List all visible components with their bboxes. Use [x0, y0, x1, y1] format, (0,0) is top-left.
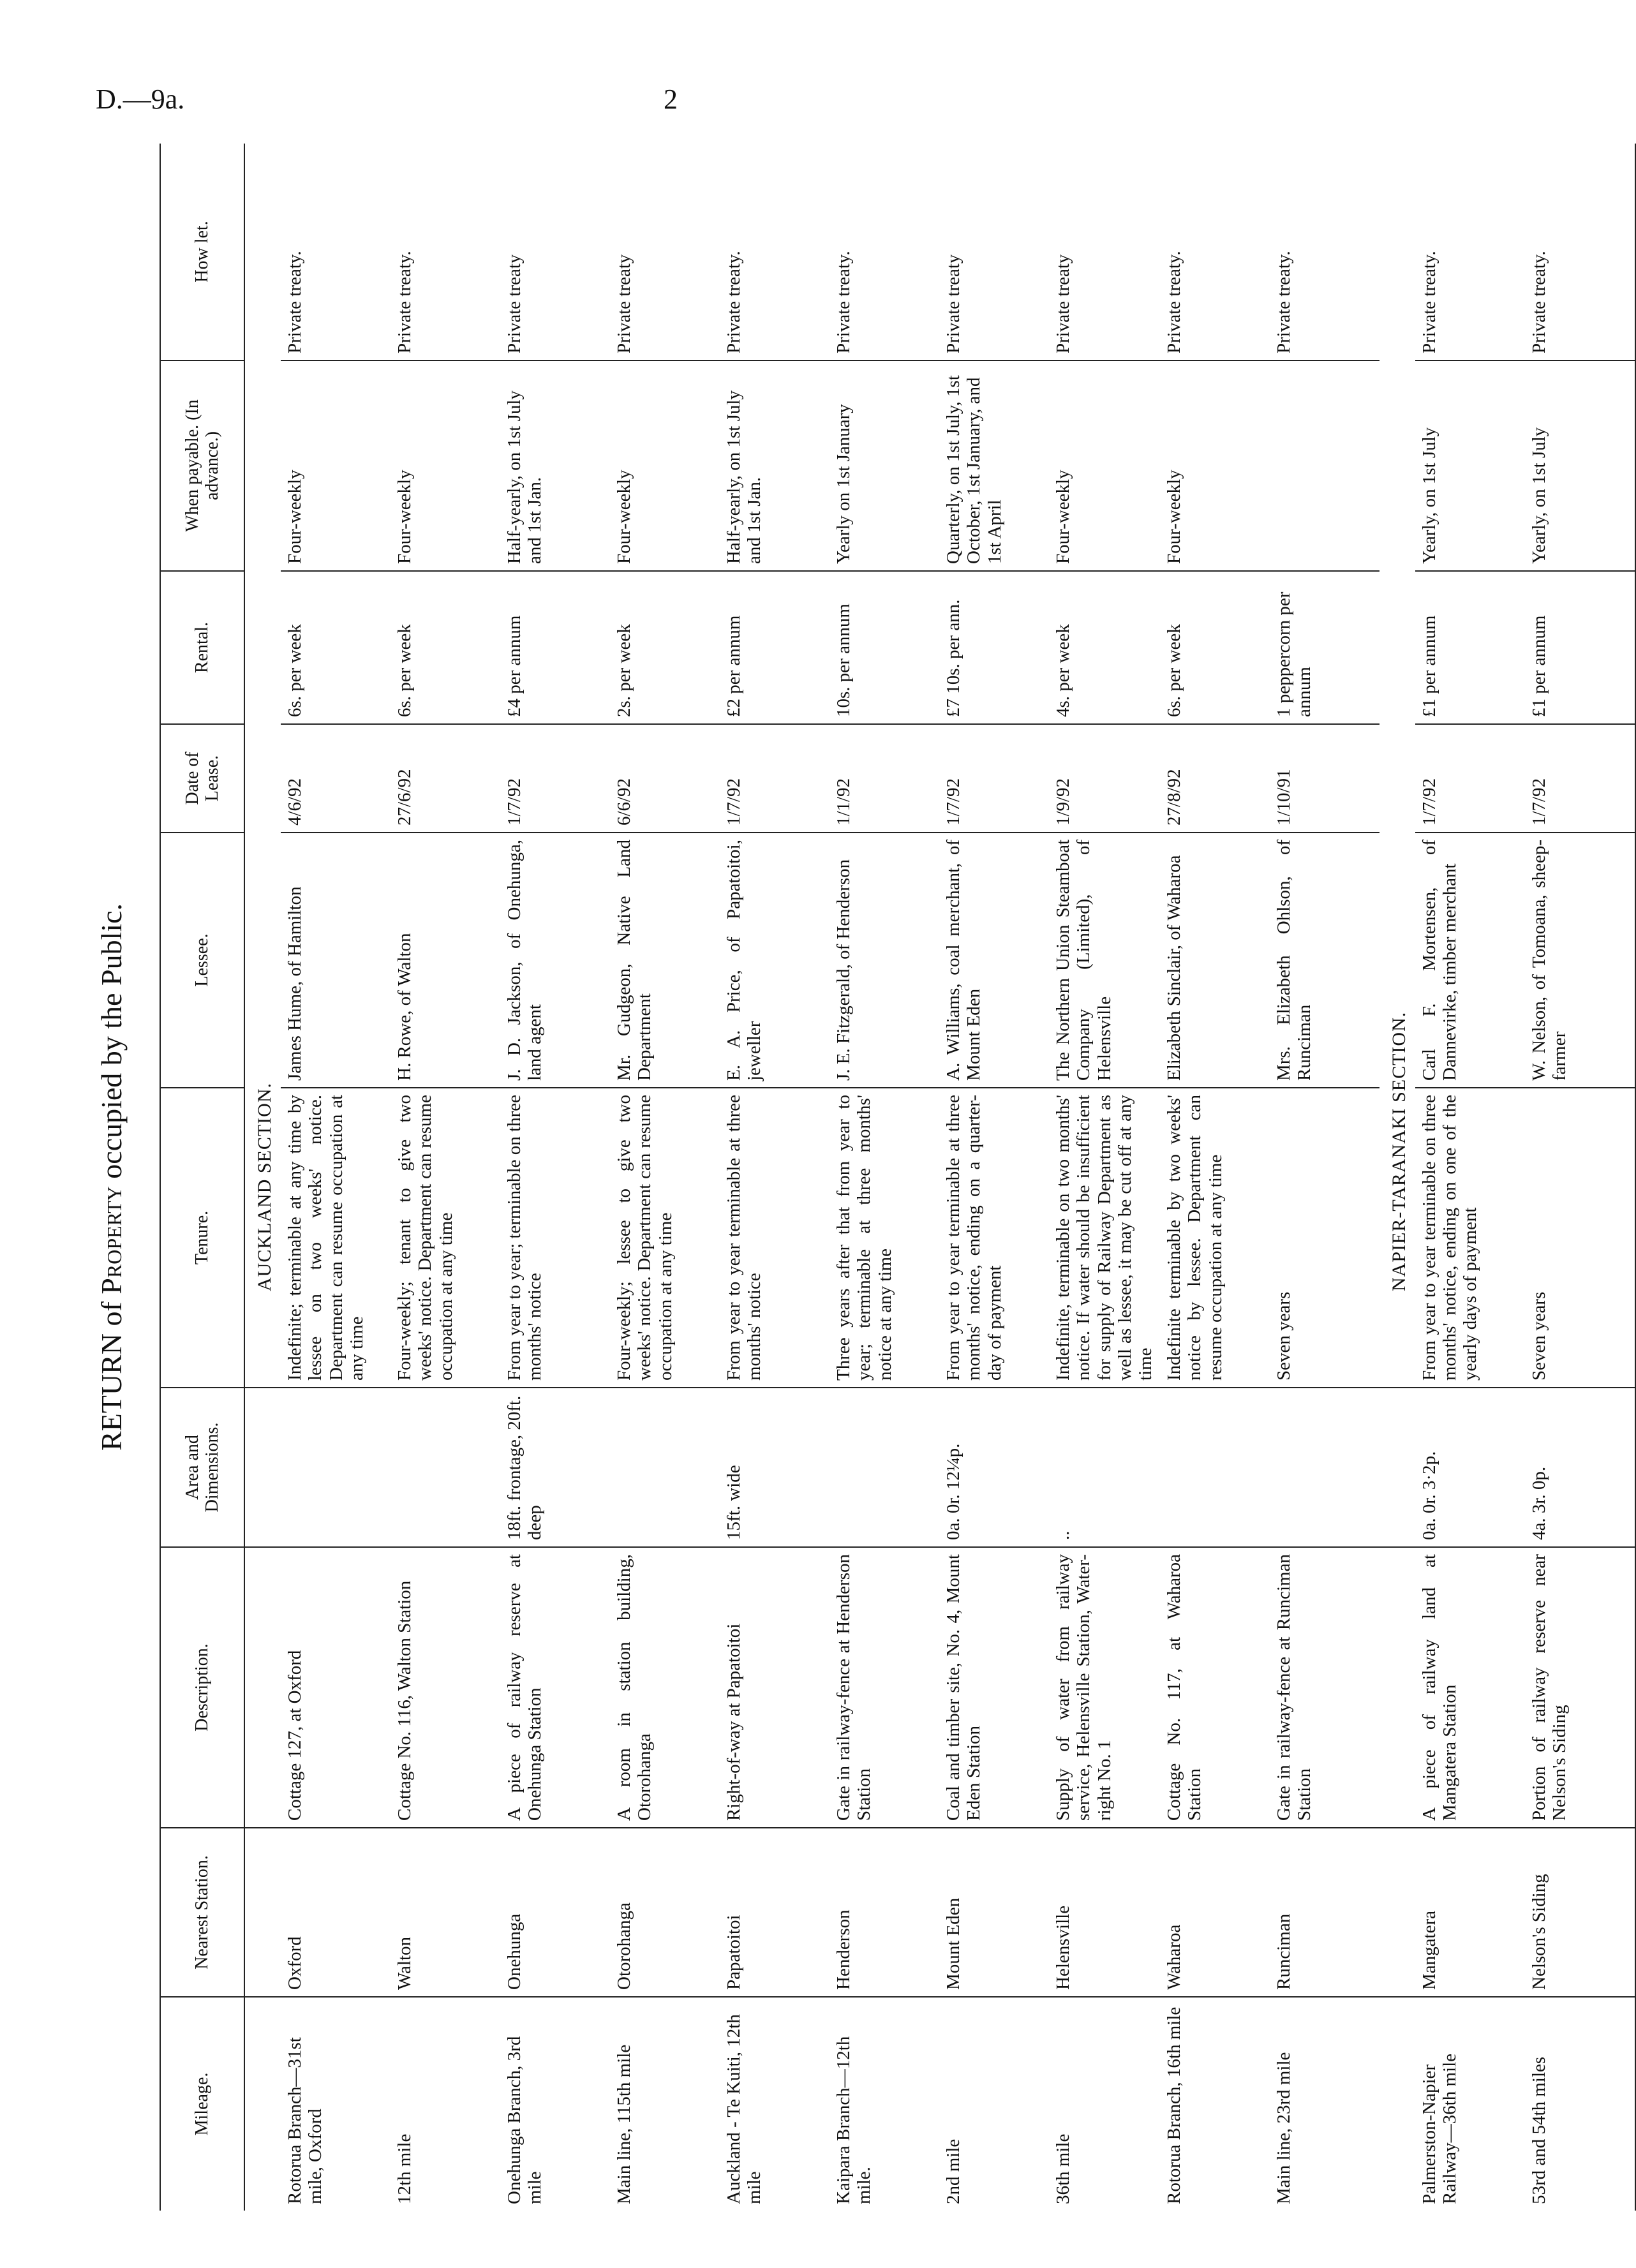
- table-row: [1525, 144, 1635, 2211]
- table-row: [1270, 144, 1379, 2211]
- description-cell: Supply of water from railway service, Helensville Station, Water-right No. 1: [1049, 1547, 1160, 1828]
- rotated-table-region: [83, 144, 1570, 2211]
- rental-cell: 6s. per week: [281, 571, 390, 724]
- lessee-cell: H. Rowe, of Walton: [390, 833, 500, 1088]
- station-cell: Otorohanga: [610, 1828, 720, 1997]
- how-let-cell: Private treaty.: [1415, 144, 1525, 360]
- col-mileage: Mileage.: [160, 1997, 244, 2211]
- section-heading: NAPIER-TARANAKI SECTION.: [1379, 144, 1415, 1388]
- table-row: [281, 144, 390, 2211]
- area-cell: [390, 1388, 500, 1547]
- station-cell: Papatoitoi: [720, 1828, 829, 1997]
- area-cell: ..: [1049, 1388, 1160, 1547]
- station-cell: Runciman: [1270, 1828, 1379, 1997]
- how-let-cell: Private treaty: [939, 144, 1049, 360]
- area-cell: [610, 1388, 720, 1547]
- rental-cell: £2 per annum: [720, 571, 829, 724]
- how-let-cell: Private treaty.: [720, 144, 829, 360]
- table-title: RETURN of Property occupied by the Public.: [95, 903, 128, 1451]
- mileage-cell: Kaipara Branch—12th mile.: [833, 2036, 875, 2204]
- mileage-cell: Main line, 115th mile: [613, 2044, 634, 2204]
- description-cell: Cottage No. 116, Walton Station: [390, 1547, 500, 1828]
- lessee-cell: The Northern Union Steamboat Company (Limited), of Helensville: [1049, 833, 1160, 1088]
- payable-cell: Four-weekly: [390, 360, 500, 571]
- document-reference: D.—9a.: [96, 84, 185, 115]
- rental-cell: £4 per annum: [500, 571, 610, 724]
- col-lessee: Lessee.: [160, 833, 244, 1088]
- table-row: [939, 144, 1049, 2211]
- station-cell: Nelson's Siding: [1525, 1828, 1635, 1997]
- station-cell: Henderson: [829, 1828, 939, 1997]
- mileage-cell: 2nd mile: [942, 2138, 963, 2204]
- table-row: [610, 144, 720, 2211]
- col-description: Description.: [160, 1547, 244, 1828]
- lessee-cell: Mr. Gudgeon, Native Land Department: [610, 833, 720, 1088]
- section-row-napier: [1379, 144, 1415, 2211]
- how-let-cell: Private treaty.: [829, 144, 939, 360]
- rental-cell: 6s. per week: [1160, 571, 1270, 724]
- tenure-cell: Four-weekly; tenant to give two weeks' notice. Department can resume occupation at any time: [390, 1088, 500, 1388]
- how-let-cell: Private treaty.: [390, 144, 500, 360]
- date-cell: 1/1/92: [829, 724, 939, 833]
- date-cell: 27/6/92: [390, 724, 500, 833]
- station-cell: Walton: [390, 1828, 500, 1997]
- station-cell: Mount Eden: [939, 1828, 1049, 1997]
- station-cell: Mangatera: [1415, 1828, 1525, 1997]
- table-row: [1415, 144, 1525, 2211]
- description-cell: Right-of-way at Papatoitoi: [720, 1547, 829, 1828]
- area-cell: 18ft. frontage, 20ft. deep: [500, 1388, 610, 1547]
- lessee-cell: James Hume, of Hamilton: [281, 833, 390, 1088]
- date-cell: 6/6/92: [610, 724, 720, 833]
- payable-cell: Yearly, on 1st July: [1415, 360, 1525, 571]
- table-row: [829, 144, 939, 2211]
- payable-cell: Yearly on 1st January: [829, 360, 939, 571]
- tenure-cell: From year to year terminable at three months' notice: [720, 1088, 829, 1388]
- payable-cell: Four-weekly: [610, 360, 720, 571]
- how-let-cell: Private treaty: [1049, 144, 1160, 360]
- payable-cell: Yearly, on 1st July: [1525, 360, 1635, 571]
- page-number: 2: [664, 84, 678, 115]
- lessee-cell: Carl F. Mortensen, of Dannevirke, timber merchant: [1415, 833, 1525, 1088]
- date-cell: 1/7/92: [1415, 724, 1525, 833]
- payable-cell: Quarterly, on 1st July, 1st October, 1st January, and 1st April: [939, 360, 1049, 571]
- lessee-cell: J. E. Fitzgerald, of Henderson: [829, 833, 939, 1088]
- lessee-cell: E. A. Price, of Papatoitoi, jeweller: [720, 833, 829, 1088]
- tenure-cell: From year to year terminable on three months' notice, ending on one of the yearly days of payment: [1415, 1088, 1525, 1388]
- lessee-cell: Mrs. Elizabeth Ohlson, of Runciman: [1270, 833, 1379, 1088]
- description-cell: Gate in railway-fence at Henderson Station: [829, 1547, 939, 1828]
- table-row: [500, 144, 610, 2211]
- section-heading: AUCKLAND SECTION.: [244, 144, 281, 1388]
- how-let-cell: Private treaty.: [1270, 144, 1379, 360]
- tenure-cell: Seven years: [1525, 1088, 1635, 1388]
- area-cell: 0a. 0r. 3·2p.: [1415, 1388, 1525, 1547]
- lessee-cell: W. Nelson, of Tomoana, sheep-farmer: [1525, 833, 1635, 1088]
- date-cell: 1/7/92: [1525, 724, 1635, 833]
- tenure-cell: Indefinite; terminable at any time by lessee on two weeks' notice. Department can resume occupation at any time: [281, 1088, 390, 1388]
- lessee-cell: J. D. Jackson, of Onehunga, land agent: [500, 833, 610, 1088]
- station-cell: Waharoa: [1160, 1828, 1270, 1997]
- tenure-cell: Three years after that from year to year; terminable at three months' notice at any time: [829, 1088, 939, 1388]
- rental-cell: 6s. per week: [390, 571, 500, 724]
- col-tenure: Tenure.: [160, 1088, 244, 1388]
- date-cell: 1/7/92: [939, 724, 1049, 833]
- table-row: [390, 144, 500, 2211]
- how-let-cell: Private treaty: [610, 144, 720, 360]
- table-body: [244, 144, 1635, 2211]
- header-row: [160, 144, 244, 2211]
- description-cell: Portion of railway reserve near Nelson's Siding: [1525, 1547, 1635, 1828]
- mileage-cell: 36th mile: [1052, 2133, 1073, 2204]
- description-cell: A room in station building, Otorohanga: [610, 1547, 720, 1828]
- description-cell: A piece of railway land at Mangatera Station: [1415, 1547, 1525, 1828]
- mileage-cell: Rotorua Branch, 16th mile: [1163, 2006, 1184, 2204]
- area-cell: [1270, 1388, 1379, 1547]
- col-rental: Rental.: [160, 571, 244, 724]
- rental-cell: 10s. per annum: [829, 571, 939, 724]
- payable-cell: Four-weekly: [281, 360, 390, 571]
- tenure-cell: Seven years: [1270, 1088, 1379, 1388]
- property-return-table: [160, 144, 1636, 2211]
- rental-cell: 2s. per week: [610, 571, 720, 724]
- how-let-cell: Private treaty.: [281, 144, 390, 360]
- area-cell: [829, 1388, 939, 1547]
- date-cell: 4/6/92: [281, 724, 390, 833]
- mileage-cell: Main line, 23rd mile: [1273, 2052, 1294, 2204]
- area-cell: 15ft. wide: [720, 1388, 829, 1547]
- col-how-let: How let.: [160, 144, 244, 360]
- payable-cell: Four-weekly: [1049, 360, 1160, 571]
- payable-cell: Four-weekly: [1160, 360, 1270, 571]
- station-cell: Oxford: [281, 1828, 390, 1997]
- mileage-cell: 53rd and 54th miles: [1525, 1997, 1635, 2211]
- col-date: Date of Lease.: [160, 724, 244, 833]
- date-cell: 1/10/91: [1270, 724, 1379, 833]
- rental-cell: £7 10s. per ann.: [939, 571, 1049, 724]
- mileage-cell: Auckland - Te Kuiti, 12th mile: [723, 2014, 765, 2204]
- table-row: [720, 144, 829, 2211]
- tenure-cell: Indefinite, terminable on two months' notice. If water should be insufficient for supply of Railway Department as well as lessee, it may be cut off at any time: [1049, 1088, 1160, 1388]
- tenure-cell: Indefinite terminable by two weeks' notice by lessee. Department can resume occupation at any time: [1160, 1088, 1270, 1388]
- rental-cell: £1 per annum: [1415, 571, 1525, 724]
- lessee-cell: Elizabeth Sinclair, of Waharoa: [1160, 833, 1270, 1088]
- tenure-cell: From year to year terminable at three months' notice, ending on a quarter-day of payment: [939, 1088, 1049, 1388]
- payable-cell: Half-yearly, on 1st July and 1st Jan.: [720, 360, 829, 571]
- rental-cell: 4s. per week: [1049, 571, 1160, 724]
- tenure-cell: Four-weekly; lessee to give two weeks' notice. Department can resume occupation at any time: [610, 1088, 720, 1388]
- mileage-cell: 12th mile: [394, 2133, 415, 2204]
- col-when-payable: When payable. (In advance.): [160, 360, 244, 571]
- mileage-cell: Palmerston-Napier Railway—36th mile: [1418, 2054, 1460, 2204]
- description-cell: Cottage No. 117, at Waharoa Station: [1160, 1547, 1270, 1828]
- description-cell: Coal and timber site, No. 4, Mount Eden Station: [939, 1547, 1049, 1828]
- lessee-cell: A. Williams, coal merchant, of Mount Eden: [939, 833, 1049, 1088]
- description-cell: Gate in railway-fence at Runciman Station: [1270, 1547, 1379, 1828]
- tenure-cell: From year to year; terminable on three months' notice: [500, 1088, 610, 1388]
- payable-cell: [1270, 360, 1379, 571]
- date-cell: 1/9/92: [1049, 724, 1160, 833]
- area-cell: 4a. 3r. 0p.: [1525, 1388, 1635, 1547]
- mileage-cell: Rotorua Branch—31st mile, Oxford: [284, 2037, 326, 2204]
- description-cell: A piece of railway reserve at Onehunga Station: [500, 1547, 610, 1828]
- date-cell: 27/8/92: [1160, 724, 1270, 833]
- how-let-cell: Private treaty: [500, 144, 610, 360]
- col-nearest-station: Nearest Station.: [160, 1828, 244, 1997]
- col-area: Area and Dimensions.: [160, 1388, 244, 1547]
- mileage-cell: Onehunga Branch, 3rd mile: [503, 2036, 546, 2204]
- section-row-auckland: [244, 144, 281, 2211]
- area-cell: [1160, 1388, 1270, 1547]
- table-row: [1160, 144, 1270, 2211]
- how-let-cell: Private treaty.: [1160, 144, 1270, 360]
- payable-cell: Half-yearly, on 1st July and 1st Jan.: [500, 360, 610, 571]
- rental-cell: £1 per annum: [1525, 571, 1635, 724]
- date-cell: 1/7/92: [720, 724, 829, 833]
- table-row: [1049, 144, 1160, 2211]
- area-cell: 0a. 0r. 12¼p.: [939, 1388, 1049, 1547]
- station-cell: Helensville: [1049, 1828, 1160, 1997]
- how-let-cell: Private treaty.: [1525, 144, 1635, 360]
- area-cell: [281, 1388, 390, 1547]
- station-cell: Onehunga: [500, 1828, 610, 1997]
- date-cell: 1/7/92: [500, 724, 610, 833]
- rental-cell: 1 peppercorn per annum: [1270, 571, 1379, 724]
- description-cell: Cottage 127, at Oxford: [281, 1547, 390, 1828]
